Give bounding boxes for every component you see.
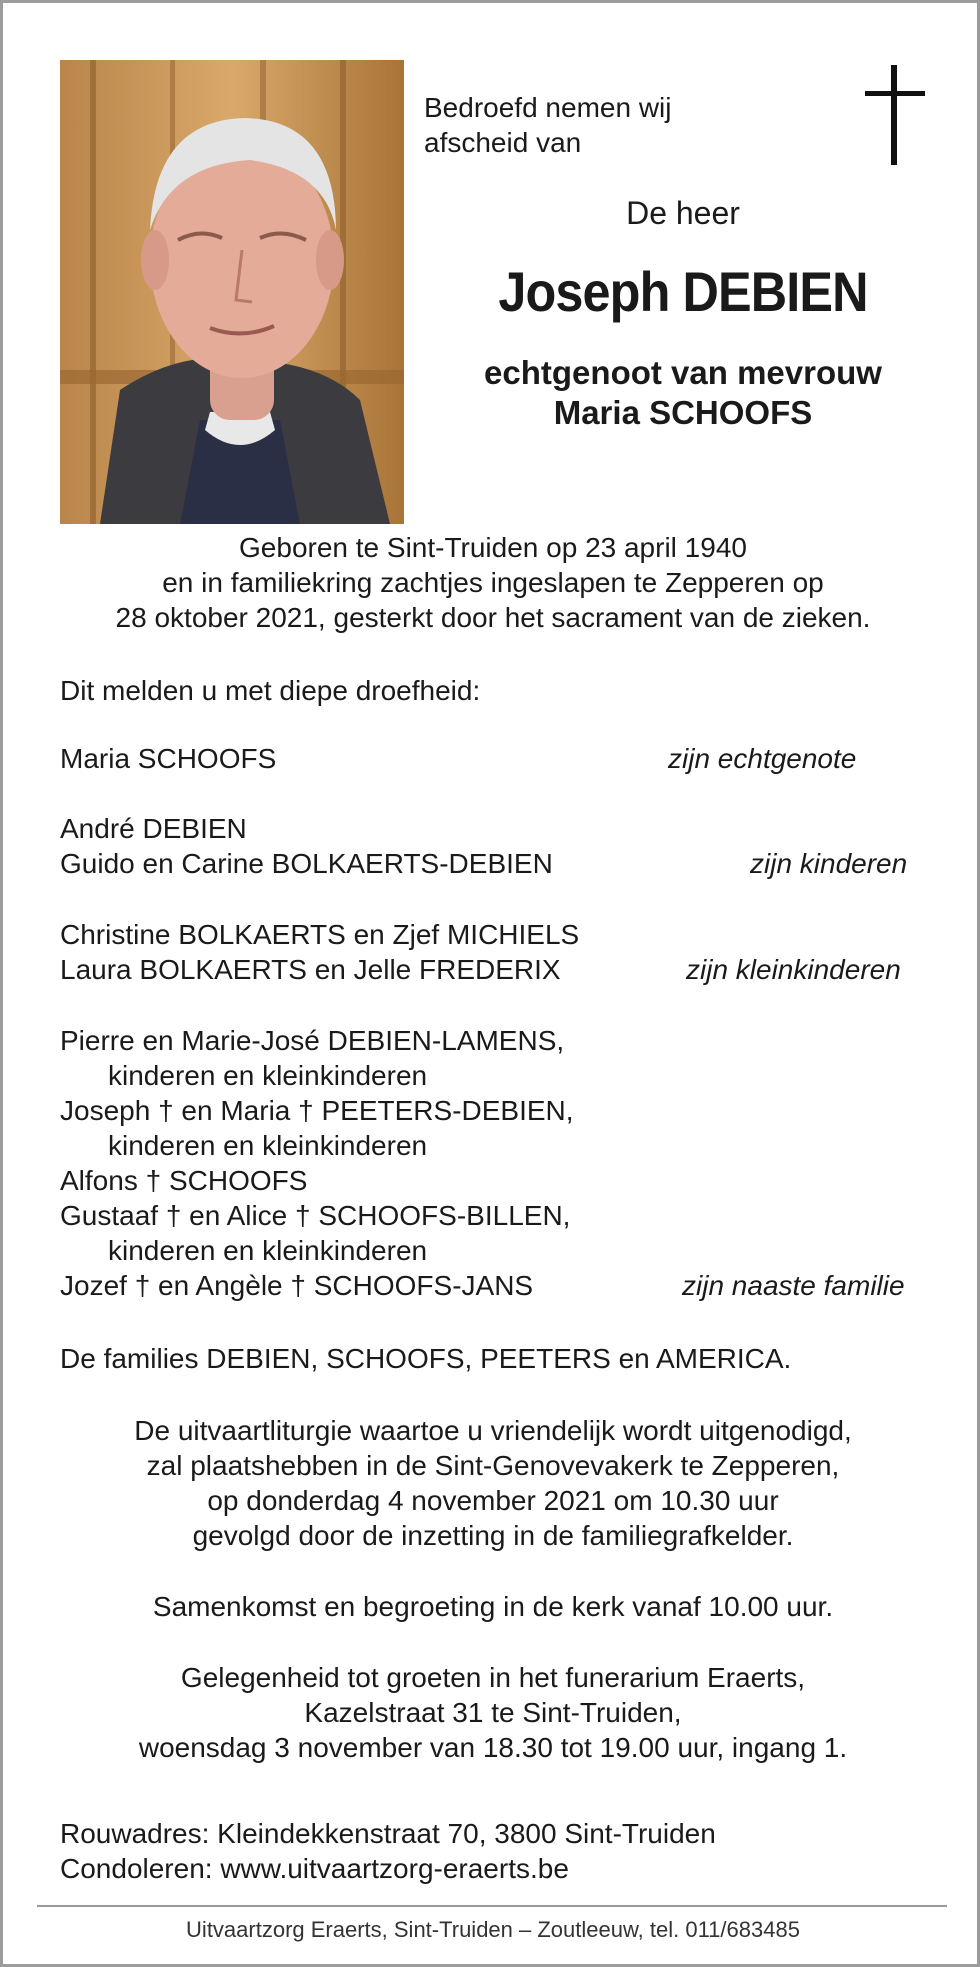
born-line: Geboren te Sint-Truiden op 23 april 1940 [239,532,747,563]
family-name: Laura BOLKAERTS en Jelle FREDERIX [60,954,561,985]
family-role: zijn naaste familie [682,1270,905,1301]
family-relatives [60,1023,940,1303]
address-block [60,1816,716,1886]
intro-line-1: Bedroefd nemen wij [424,92,672,123]
visitation-line: Kazelstraat 31 te Sint-Truiden, [304,1697,682,1728]
gathering-info: Samenkomst en begroeting in de kerk vanaf 10.00 uur. [152,1591,834,1622]
family-role: zijn kinderen [750,848,908,879]
intro-line-2: afscheid van [424,127,582,158]
family-name: kinderen en kleinkinderen [108,1130,428,1161]
family-name: André DEBIEN [60,813,247,844]
liturgy-line: gevolgd door de inzetting in de familiegrafkelder. [192,1520,794,1551]
spouse-line-1: echtgenoot van mevrouw [484,354,882,391]
family-spouse [60,741,940,776]
footer-divider [37,1905,947,1907]
born-line: en in familiekring zachtjes ingeslapen te Zepperen op [162,567,824,598]
intro-text [424,90,724,160]
family-name: Guido en Carine BOLKAERTS-DEBIEN [60,848,553,879]
liturgy-line: De uitvaartliturgie waartoe u vriendelijk wordt uitgenodigd, [134,1415,852,1446]
portrait-illustration [60,60,404,524]
liturgy-info [43,1413,943,1553]
family-name: kinderen en kleinkinderen [108,1060,428,1091]
condolences-link[interactable]: Condoleren: www.uitvaartzorg-eraerts.be [60,1853,569,1884]
visitation-info [43,1660,943,1765]
honorific: De heer [626,195,740,231]
mourning-address: Rouwadres: Kleindekkenstraat 70, 3800 Sint-Truiden [60,1818,716,1849]
family-name: Pierre en Marie-José DEBIEN-LAMENS, [60,1025,565,1056]
announce-text: Dit melden u met diepe droefheid: [60,675,481,706]
family-name: Gustaaf † en Alice † SCHOOFS-BILLEN, [60,1200,571,1231]
family-name: Jozef † en Angèle † SCHOOFS-JANS [60,1270,534,1301]
family-children [60,811,940,881]
birth-death-info [43,530,943,635]
visitation-line: woensdag 3 november van 18.30 tot 19.00 uur, ingang 1. [138,1732,848,1763]
deceased-title [423,193,943,433]
spouse-line [423,353,943,433]
liturgy-line: op donderdag 4 november 2021 om 10.30 uur [207,1485,779,1516]
cross-icon [865,65,925,165]
family-grandchildren [60,917,940,987]
family-name: Alfons † SCHOOFS [60,1165,308,1196]
footer-text: Uitvaartzorg Eraerts, Sint-Truiden – Zoutleeuw, tel. 011/683485 [186,1917,800,1942]
family-name: Christine BOLKAERTS en Zjef MICHIELS [60,919,580,950]
liturgy-line: zal plaatshebben in de Sint-Genovevakerk te Zepperen, [146,1450,840,1481]
family-name: kinderen en kleinkinderen [108,1235,428,1266]
deceased-name: Joseph DEBIEN [498,260,868,323]
family-role: zijn kleinkinderen [686,954,901,985]
spouse-line-2: Maria SCHOOFS [553,394,813,431]
family-role: zijn echtgenote [668,743,857,774]
family-name: Maria SCHOOFS [60,743,277,774]
families-line: De families DEBIEN, SCHOOFS, PEETERS en AMERICA. [60,1343,792,1374]
born-line: 28 oktober 2021, gesterkt door het sacrament van de zieken. [115,602,871,633]
portrait-photo [60,60,404,524]
visitation-line: Gelegenheid tot groeten in het funerarium Eraerts, [180,1662,806,1693]
family-name: Joseph † en Maria † PEETERS-DEBIEN, [60,1095,574,1126]
